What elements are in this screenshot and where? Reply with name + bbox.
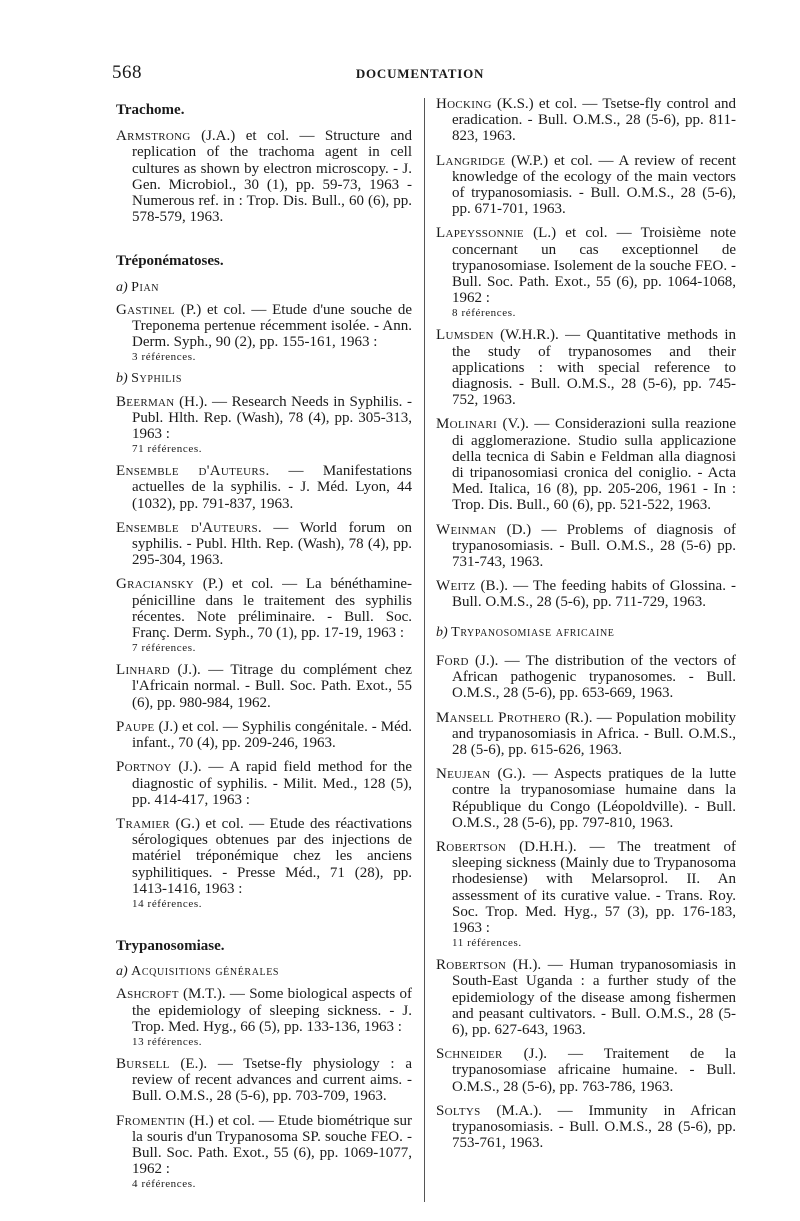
entry-citation: . — Manifestations actuelles de la syphilis. - J. Méd. Lyon, 44 (1032), pp. 791-837, 1963.	[132, 463, 412, 512]
sub-heading-label: Pian	[131, 279, 160, 295]
bibliography-entry	[436, 578, 736, 610]
entry-citation: (H.). — Research Needs in Syphilis. - Publ. Hlth. Rep. (Wash), 78 (4), pp. 305-313, 1963 :	[132, 393, 412, 443]
entry-author: Weitz	[436, 578, 476, 595]
entry-citation: (M.T.). — Some biological aspects of the epidemiology of sleeping sickness. - J. Trop. Med. Hyg., 66 (5), pp. 133-136, 1963 :	[132, 986, 412, 1035]
bibliography-entry	[436, 957, 736, 1038]
entry-author: Hocking	[436, 96, 492, 112]
entry-author: Beerman	[116, 393, 175, 410]
entry-author: Portnoy	[116, 759, 172, 776]
entry-citation: (R.). — Population mobility and trypanosomiasis in Africa. - Bull. O.M.S., 28 (5-6), pp. 615-626, 1963.	[452, 709, 736, 758]
bibliography-entry	[436, 522, 736, 571]
bibliography-entry	[116, 759, 412, 808]
entry-author: Ensemble d'Auteurs	[116, 519, 258, 536]
entry-author: Mansell Prothero	[436, 709, 561, 726]
bibliography-entry	[436, 839, 736, 949]
section-heading-trypanosomiase: Trypanosomiase.	[116, 937, 225, 954]
entry-author: Armstrong	[116, 128, 191, 145]
bibliography-entry	[116, 816, 412, 910]
bibliography-entry	[116, 576, 412, 654]
bibliography-entry	[436, 327, 736, 408]
bibliography-entry	[436, 710, 736, 759]
entry-author: Lumsden	[436, 327, 494, 344]
entry-reference-count: 7 références.	[132, 642, 196, 655]
entry-citation: (H.). — Human trypanosomiasis in South-East Uganda : a further study of the epidemiology of the disease among fishermen and peasant cultivators. - Bull. O.M.S., 28 (5-6), pp. 627-643, 1963.	[452, 957, 736, 1038]
entry-author: Gastinel	[116, 301, 176, 318]
entry-author: Ford	[436, 652, 469, 669]
entry-author: Lapeyssonnie	[436, 225, 524, 242]
bibliography-entry	[436, 766, 736, 831]
entry-author: Paupe	[116, 718, 155, 735]
entry-citation: (W.H.R.). — Quantitative methods in the study of trypanosomes and their applications : with special reference to diagnosis. - Bull. O.M.S., 28 (5-6), pp. 745-752, 1963.	[452, 327, 736, 409]
bibliography-entry	[116, 986, 412, 1048]
bibliography-entry	[116, 520, 412, 569]
entries-trypanosomiase-africaine	[436, 653, 736, 1151]
bibliography-entry	[436, 225, 736, 319]
entry-citation: (K.S.) et col. — Tsetse-fly control and eradication. - Bull. O.M.S., 28 (5-6), pp. 811-823, 1963.	[452, 96, 736, 145]
entry-author: Schneider	[436, 1046, 503, 1063]
entry-author: Ashcroft	[116, 986, 179, 1003]
bibliography-entry	[436, 653, 736, 702]
sub-heading-label: Trypanosomiase africaine	[451, 624, 615, 640]
entry-citation: . — World forum on syphilis. - Publ. Hlth. Rep. (Wash), 78 (4), pp. 295-304, 1963.	[132, 519, 412, 569]
entry-citation: (L.) et col. — Troisième note concernant un cas exceptionnel de trypanosomiase. Isolement de la souche FEO. - Bull. Soc. Path. Exot., 55 (6), pp. 1064-1068, 1962 :	[452, 225, 736, 307]
entry-author: Weinman	[436, 521, 497, 538]
entry-citation: (D.) — Problems of diagnosis of trypanosomiasis. - Bull. O.M.S., 28 (5-6) pp. 731-743, 1963.	[452, 521, 736, 571]
entry-citation: (J.). — A rapid field method for the diagnostic of syphilis. - Milit. Med., 128 (5), pp. 414-417, 1963 :	[132, 759, 412, 808]
column-divider	[424, 98, 425, 1202]
entries-trachome	[116, 128, 412, 225]
entries-pian	[116, 302, 412, 364]
entry-citation: (E.). — Tsetse-fly physiology : a review of recent advances and current aims. - Bull. O.M.S., 28 (5-6), pp. 703-709, 1963.	[132, 1055, 412, 1105]
entry-reference-count: 14 références.	[132, 897, 203, 910]
entry-citation: (G.) et col. — Etude des réactivations sérologiques obtenues par des injections de matériel tréponémique chez les anciens syphilitiques. - Presse Méd., 71 (28), pp. 1413-1416, 1963 :	[132, 815, 412, 897]
entry-author: Soltys	[436, 1102, 481, 1119]
entry-author: Robertson	[436, 838, 507, 855]
bibliography-entry	[116, 302, 412, 364]
entry-author: Ensemble d'Auteurs	[116, 463, 266, 480]
sub-heading-label: Syphilis	[131, 371, 183, 387]
entry-author: Neujean	[436, 766, 491, 783]
entry-citation: (M.A.). — Immunity in African trypanosomiasis. - Bull. O.M.S., 28 (5-6), pp. 753-761, 1963.	[452, 1102, 736, 1152]
entry-reference-count: 4 références.	[132, 1178, 196, 1191]
bibliography-entry	[436, 1046, 736, 1095]
sub-heading-letter: b)	[436, 624, 448, 640]
sub-heading-letter: a)	[116, 964, 128, 980]
entry-author: Graciansky	[116, 576, 195, 593]
sub-heading-syphilis	[116, 371, 412, 387]
sub-heading-letter: a)	[116, 279, 128, 295]
bibliography-entry	[116, 1113, 412, 1191]
bibliography-entry	[116, 128, 412, 225]
entry-citation: (J.A.) et col. — Structure and replication of the trachoma agent in cell cultures as shown by electron microscopy. - J. Gen. Microbiol., 30 (1), pp. 59-73, 1963 - Numerous ref. in : Trop. Dis. Bull., 60 (6), pp. 578-579, 1963.	[132, 128, 412, 226]
entry-citation: (G.). — Aspects pratiques de la lutte contre la trypanosomiase humaine dans la République du Congo (Léopoldville). - Bull. O.M.S., 28 (5-6), pp. 797-810, 1963.	[452, 766, 736, 831]
entry-citation: (V.). — Considerazioni sulla reazione di agglomerazione. Studio sulla applicazione della tecnica di Sabin e Feldman alla diagnosi di tripanosomiasi cronica del coniglio. - Acta Med. Italica, 16 (8), pp. 205-206, 1961 - In : Trop. Dis. Bull., 60 (6), pp. 521-522, 1963.	[452, 416, 736, 514]
left-column	[116, 96, 412, 1198]
entry-reference-count: 13 références.	[132, 1035, 203, 1048]
running-title: DOCUMENTATION	[355, 66, 485, 81]
entry-author: Tramier	[116, 815, 171, 832]
bibliography-entry	[116, 1056, 412, 1105]
section-heading-trachome: Trachome.	[116, 102, 185, 118]
sub-heading-pian	[116, 280, 412, 296]
entry-reference-count: 8 références.	[452, 307, 516, 320]
entry-citation: (B.). — The feeding habits of Glossina. - Bull. O.M.S., 28 (5-6), pp. 711-729, 1963.	[452, 578, 736, 611]
sub-heading-label: Acquisitions générales	[131, 964, 280, 980]
entries-acquisitions	[116, 986, 412, 1190]
entry-author: Robertson	[436, 957, 507, 974]
entry-author: Langridge	[436, 152, 506, 169]
bibliography-entry	[436, 416, 736, 513]
sub-heading-letter: b)	[116, 371, 128, 387]
sub-heading-trypanosomiase-africaine	[436, 625, 736, 641]
entry-reference-count: 11 références.	[452, 937, 522, 950]
bibliography-entry	[116, 719, 412, 751]
bibliography-entry	[116, 394, 412, 456]
bibliography-entry	[436, 153, 736, 218]
entry-reference-count: 71 références.	[132, 443, 203, 456]
bibliography-entry	[116, 662, 412, 711]
entries-acquisitions-continued	[436, 96, 736, 611]
entry-citation: (H.) et col. — Etude biométrique sur la souris d'un Trypanosoma SP. souche FEO. - Bull. Soc. Path. Exot., 55 (6), pp. 1069-1077, 1962 :	[132, 1112, 412, 1178]
entry-citation: (P.) et col. — La bénéthamine-pénicilline dans le traitement des syphilis récentes. Note préliminaire. - Bull. Soc. Franç. Derm. Syph., 70 (1), pp. 17-19, 1963 :	[132, 576, 412, 642]
entries-syphilis	[116, 394, 412, 910]
bibliography-entry	[116, 463, 412, 512]
page-number: 568	[112, 62, 142, 83]
entry-citation: (J.). — Titrage du complément chez l'Africain normal. - Bull. Soc. Path. Exot., 55 (6), pp. 980-984, 1962.	[132, 662, 412, 711]
entry-author: Bursell	[116, 1055, 170, 1072]
entry-citation: (J.). — Traitement de la trypanosomiase africaine humaine. - Bull. O.M.S., 28 (5-6), pp. 763-786, 1963.	[452, 1046, 736, 1095]
entry-citation: (J.) et col. — Syphilis congénitale. - Méd. infant., 70 (4), pp. 209-246, 1963.	[132, 718, 412, 752]
entry-citation: (J.). — The distribution of the vectors of African pathogenic trypanosomes. - Bull. O.M.S., 28 (5-6), pp. 653-669, 1963.	[452, 652, 736, 702]
entry-citation: (D.H.H.). — The treatment of sleeping sickness (Mainly due to Trypanosoma rhodesiense) with Melarsoprol. II. An assessment of its curative value. - Trans. Roy. Soc. Trop. Med. Hyg., 57 (3), pp. 176-183, 1963 :	[452, 838, 736, 936]
entry-citation: (W.P.) et col. — A review of recent knowledge of the ecology of the main vectors of trypanosomiasis. - Bull. O.M.S., 28 (5-6), pp. 671-701, 1963.	[452, 152, 736, 218]
bibliography-entry	[436, 96, 736, 145]
section-heading-treponematoses: Tréponématoses.	[116, 253, 224, 270]
entry-author: Molinari	[436, 416, 497, 433]
sub-heading-acquisitions	[116, 964, 412, 980]
right-column	[436, 96, 736, 1159]
entry-reference-count: 3 références.	[132, 351, 196, 364]
entry-citation: (P.) et col. — Etude d'une souche de Treponema pertenue récemment isolée. - Ann. Derm. Syph., 90 (2), pp. 155-161, 1963 :	[132, 301, 412, 351]
bibliography-entry	[436, 1103, 736, 1152]
entry-author: Fromentin	[116, 1112, 186, 1129]
entry-author: Linhard	[116, 662, 171, 679]
